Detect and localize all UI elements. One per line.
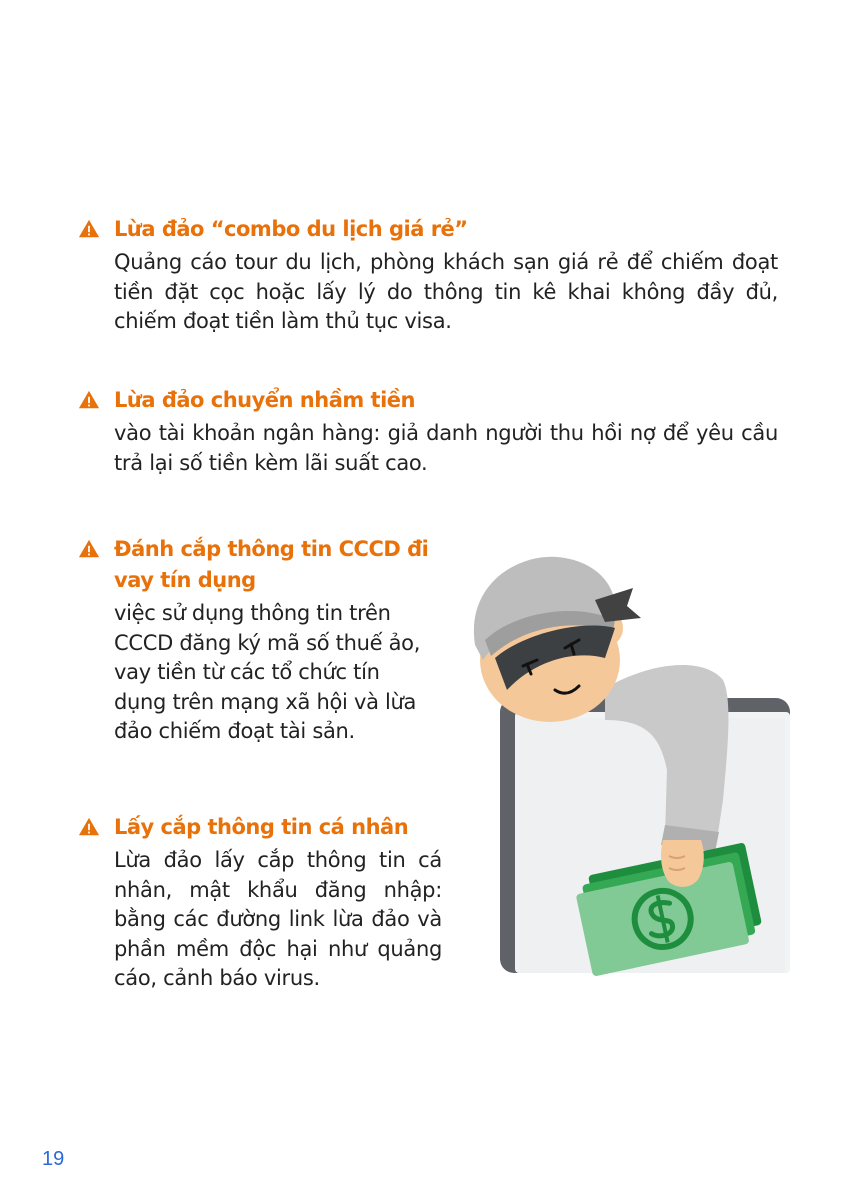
warning-icon bbox=[78, 218, 100, 240]
section-heading bbox=[78, 385, 778, 416]
section-body: vào tài khoản ngân hàng: giả danh người thu hồi nợ để yêu cầu trả lại số tiền kèm lãi suất cao. bbox=[114, 421, 778, 475]
section-heading-text: Lừa đảo chuyển nhầm tiền bbox=[114, 388, 415, 412]
section-body: Lừa đảo lấy cắp thông tin cá nhân, mật khẩu đăng nhập: bằng các đường link lừa đảo và phần mềm độc hại như quảng cáo, cảnh báo virus. bbox=[114, 848, 442, 990]
thief-with-money-illustration bbox=[455, 540, 795, 980]
section-heading-text: Đánh cắp thông tin CCCD đi vay tín dụng bbox=[114, 537, 429, 592]
section-heading bbox=[78, 534, 436, 596]
section-body: Quảng cáo tour du lịch, phòng khách sạn giá rẻ để chiếm đoạt tiền đặt cọc hoặc lấy lý do thông tin kê khai không đầy đủ, chiếm đoạt tiền làm thủ tục visa. bbox=[114, 250, 778, 333]
section-heading-text: Lừa đảo “combo du lịch giá rẻ” bbox=[114, 217, 468, 241]
warning-section-combo-travel bbox=[78, 214, 778, 337]
warning-icon bbox=[78, 816, 100, 838]
warning-icon bbox=[78, 389, 100, 411]
page-number: 19 bbox=[42, 1148, 65, 1170]
section-heading-text: Lấy cắp thông tin cá nhân bbox=[114, 815, 409, 839]
warning-section-personal-info-theft bbox=[78, 812, 442, 994]
section-heading bbox=[78, 214, 778, 245]
warning-section-wrong-transfer bbox=[78, 385, 778, 478]
warning-section-id-theft-loan bbox=[78, 534, 436, 747]
warning-icon bbox=[78, 538, 100, 560]
section-heading bbox=[78, 812, 442, 843]
section-body: việc sử dụng thông tin trên CCCD đăng ký mã số thuế ảo, vay tiền từ các tổ chức tín dụng trên mạng xã hội và lừa đảo chiếm đoạt tài sản. bbox=[114, 601, 421, 743]
